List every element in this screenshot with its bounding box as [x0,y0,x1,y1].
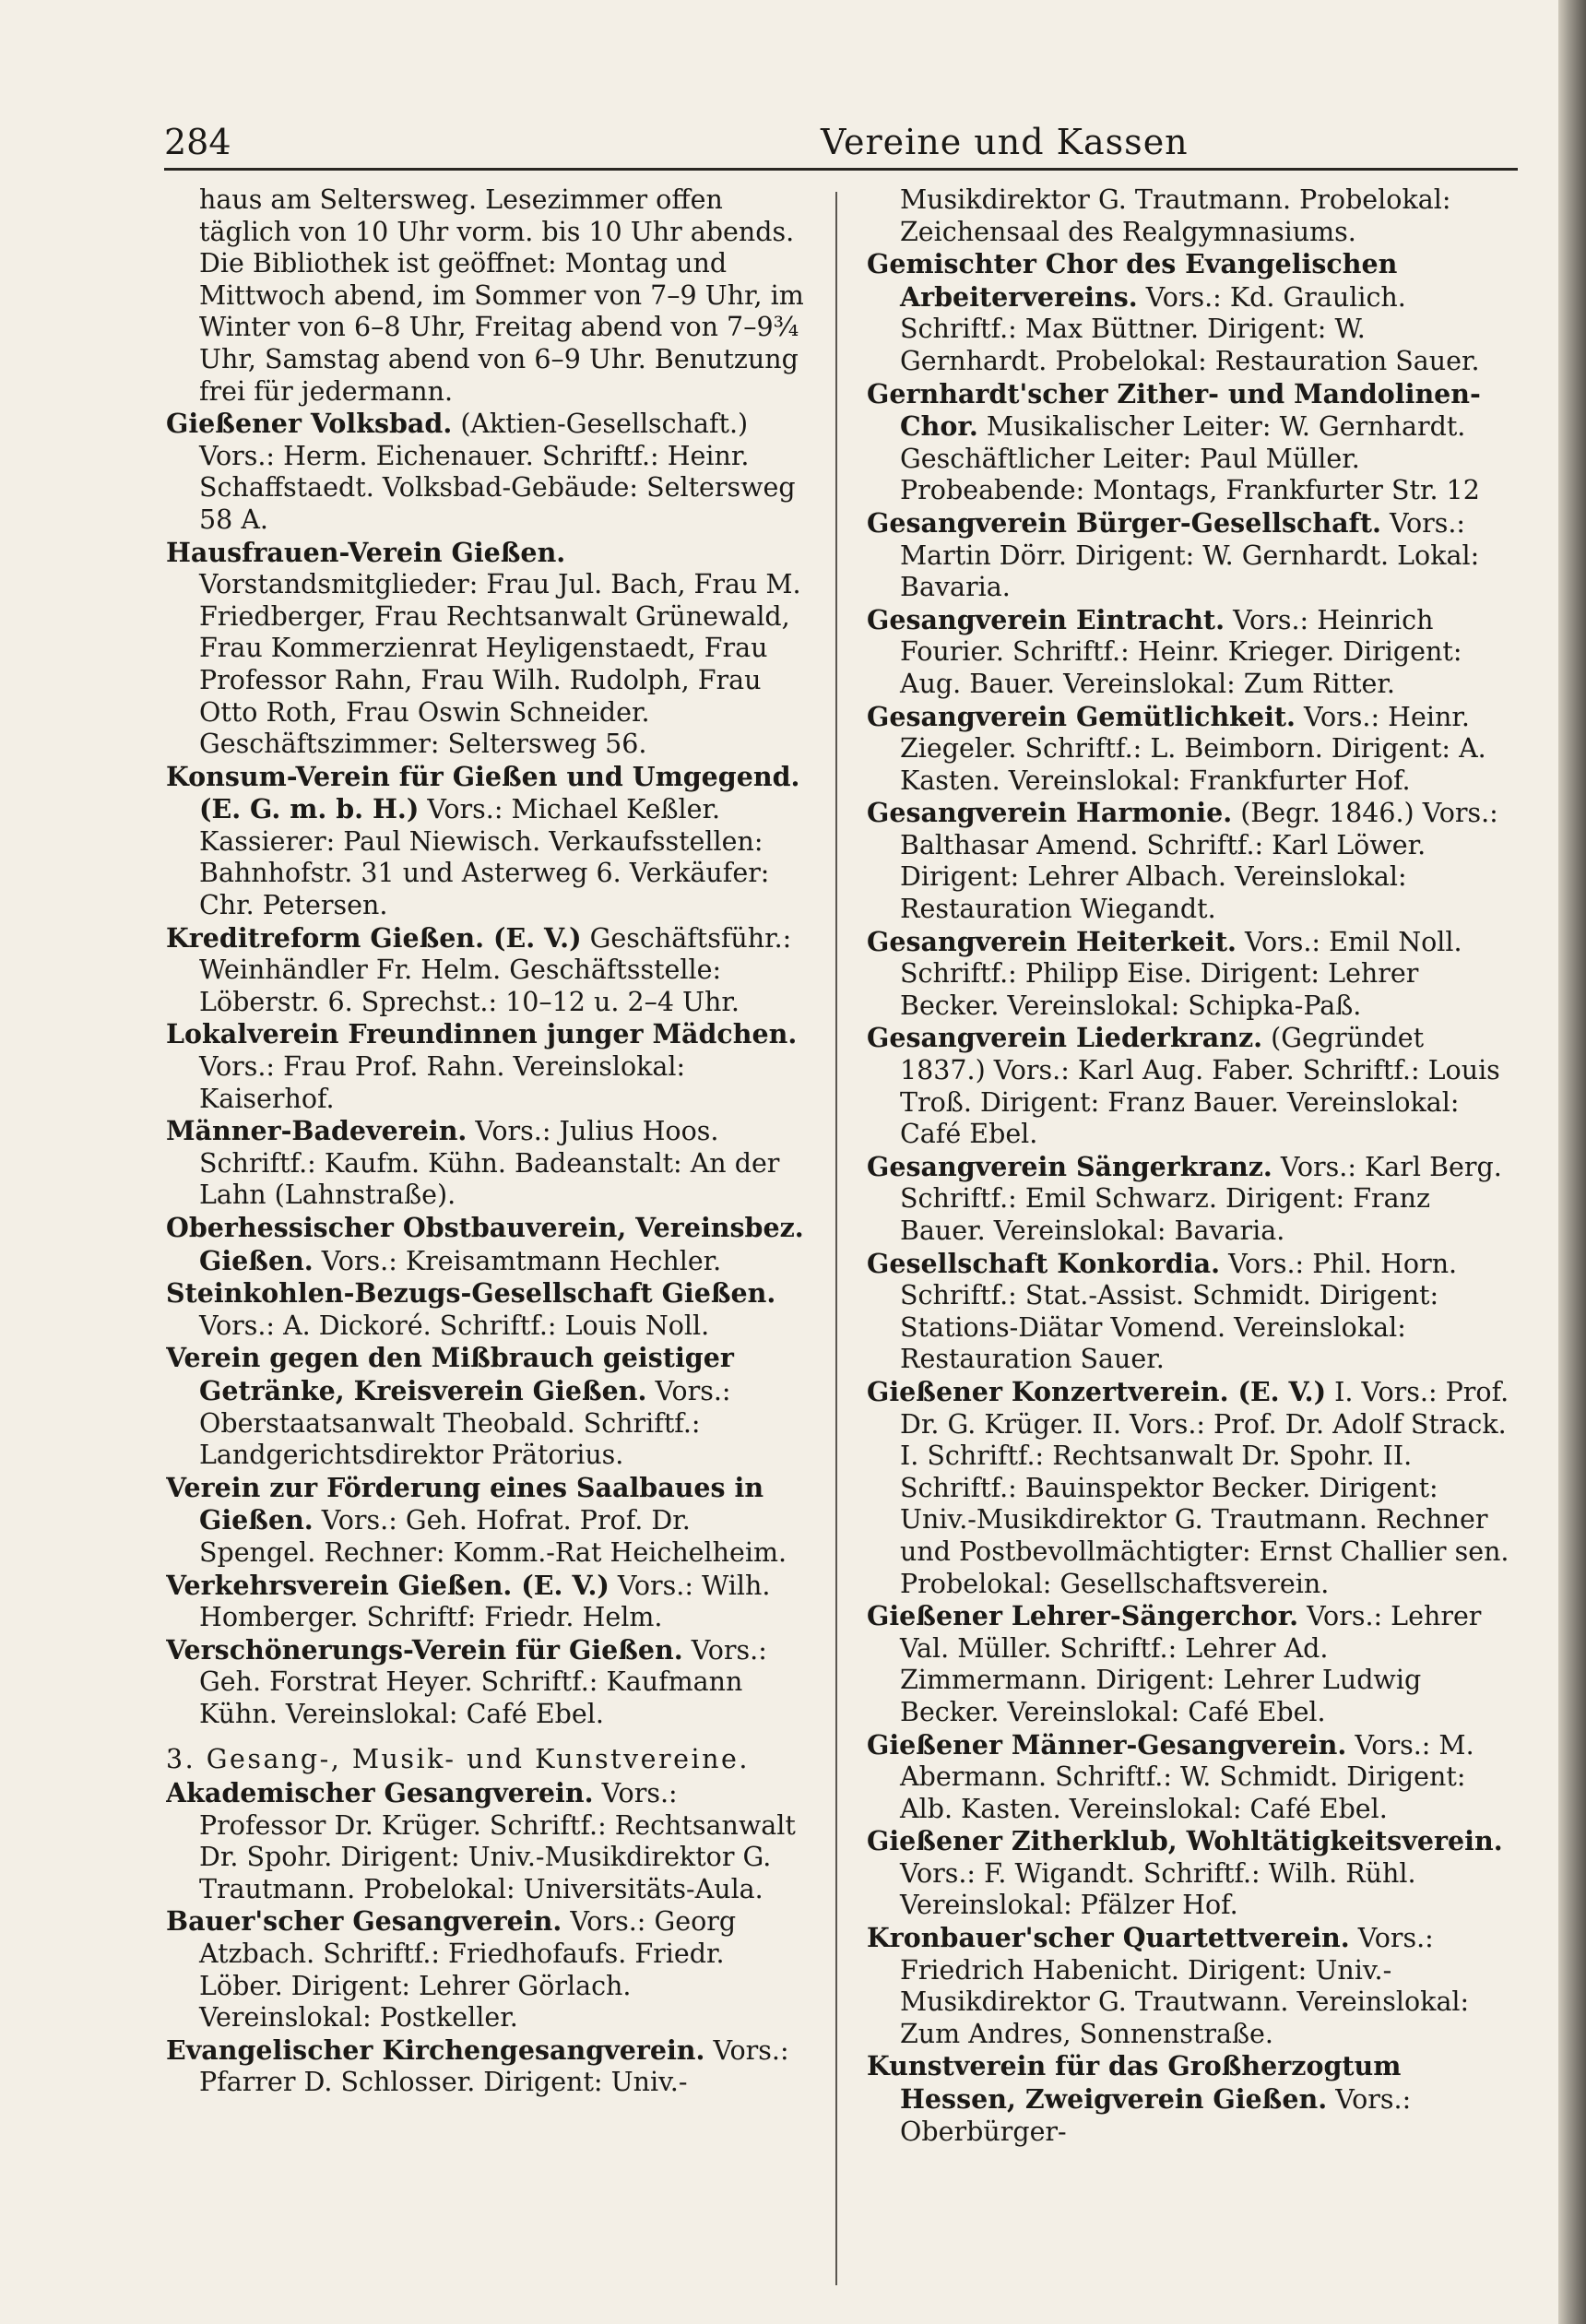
page-number: 284 [164,122,231,162]
entry-text: Vors.: F. Wigandt. Schriftf.: Wilh. Rühl. Vereinslokal: Pfälzer Hof. [900,1857,1416,1921]
entry-text: Vors.: Julius Hoos. Schriftf.: Kaufm. Kühn. Badeanstalt: An der Lahn (Lahnstraße). [199,1116,780,1211]
directory-entry [867,2050,1512,2148]
entry-text: Vors.: Heinrich Fourier. Schriftf.: Heinr. Krieger. Dirigent: Aug. Bauer. Vereinslokal: Zum Ritter. [900,604,1462,699]
directory-entry [166,1472,811,1570]
directory-entry [867,1022,1512,1150]
entry-text: Vors.: Georg Atzbach. Schriftf.: Friedhofaufs. Friedr. Löber. Dirigent: Lehrer Görlach. Vereinslokal: Postkeller. [199,1906,737,2034]
entry-text: Vors.: Geh. Forstrat Heyer. Schriftf.: Kaufmann Kühn. Vereinslokal: Café Ebel. [199,1634,767,1729]
directory-entry [867,378,1512,507]
directory-entry [166,1277,811,1342]
entry-name: Verschönerungs-Verein für Gießen. [166,1633,683,1666]
directory-entry [166,408,811,536]
directory-entry [166,1342,811,1471]
entry-name: Gesangverein Harmonie. [867,797,1233,829]
directory-entry [867,1729,1512,1826]
entry-name: Evangelischer Kirchengesangverein. [166,2034,705,2066]
directory-entry [867,701,1512,798]
entry-name: Gernhardt'scher Zither- und Mandolinen-Chor. [867,377,1481,443]
entry-name: Konsum-Verein für Gießen und Umgegend. (E. G. m. b. H.) [166,760,800,825]
entry-name: Gesangverein Eintracht. [867,603,1225,635]
entry-text: Vors.: Heinr. Ziegeler. Schriftf.: L. Beimborn. Dirigent: A. Kasten. Vereinslokal: Frankfurter Hof. [900,701,1486,796]
entry-text: Vors.: Emil Noll. Schriftf.: Philipp Eise. Dirigent: Lehrer Becker. Vereinslokal: Schipka-Paß. [900,926,1462,1021]
entry-text: Vors.: Wilh. Homberger. Schriftf: Friedr. Helm. [199,1570,771,1633]
entry-name: Steinkohlen-Bezugs-Gesellschaft Gießen. [166,1277,776,1310]
entry-text: Musikalischer Leiter: W. Gernhardt. Geschäftlicher Leiter: Paul Müller. Probeabende: Montags, Frankfurter Str. 12 [900,411,1480,506]
directory-entry [867,926,1512,1023]
entry-text: Geschäftsführ.: Weinhändler Fr. Helm. Geschäftsstelle: Löberstr. 6. Sprechst.: 10–12 u. 2–4 Uhr. [199,922,792,1017]
column-divider [835,192,837,2285]
entry-name: Verein gegen den Mißbrauch geistiger Getränke, Kreisverein Gießen. [166,1342,734,1406]
directory-entry [867,507,1512,604]
entry-text: Vors.: Oberstaatsanwalt Theobald. Schriftf.: Landgerichtsdirektor Prätorius. [199,1375,731,1471]
directory-entry [867,1248,1512,1376]
entry-text: Vors.: Frau Prof. Rahn. Vereinslokal: Kaiserhof. [199,1051,686,1114]
left-column [166,184,811,2296]
directory-entry [166,1905,811,2034]
entry-text: Vors.: Michael Keßler. Kassierer: Paul Niewisch. Verkaufsstellen: Bahnhofstr. 31 und Asterweg 6. Verkäufer: Chr. Petersen. [199,794,770,921]
running-title: Vereine und Kassen [821,122,1189,162]
entry-name: Verein zur Förderung eines Saalbaues in Gießen. [166,1471,764,1536]
entry-name: Hausfrauen-Verein Gießen. [166,536,566,568]
directory-entry [867,1376,1512,1600]
directory-entry [867,1825,1512,1922]
entry-text: Vors.: A. Dickoré. Schriftf.: Louis Noll. [199,1310,710,1341]
entry-name: Kunstverein für das Großherzogtum Hessen, Zweigverein Gießen. [867,2050,1402,2116]
entry-text: Vorstandsmitglieder: Frau Jul. Bach, Frau M. Friedberger, Frau Rechtsanwalt Grünewald, Frau Kommerzienrat Heyligenstaedt, Frau Professor Rahn, Frau Wilh. Rudolph, Frau Otto Roth, Frau Oswin Schneider. Geschäftszimmer: Seltersweg 56. [199,569,801,760]
left-entries [166,408,811,1730]
directory-entry [166,1115,811,1212]
directory-entry [166,922,811,1019]
entry-text: Vors.: Martin Dörr. Dirigent: W. Gernhardt. Lokal: Bavaria. [900,507,1480,603]
entry-text: Vors.: Oberbürger- [900,2084,1412,2147]
right-column [867,184,1512,2296]
entry-text: Vors.: Pfarrer D. Schlosser. Dirigent: Univ.- [199,2034,789,2098]
directory-entry [166,1570,811,1634]
directory-entry [867,248,1512,377]
continued-text: haus am Seltersweg. Lesezimmer offen täglich von 10 Uhr vorm. bis 10 Uhr abends. Die Bibliothek ist geöffnet: Montag und Mittwoch abend, im Sommer von 7–9 Uhr, im Winter von 6–8 Uhr, Freitag abend von 7–9¾ Uhr, Samstag abend von 6–9 Uhr. Benutzung frei für jedermann. [199,184,804,407]
directory-entry [867,604,1512,701]
entry-text: Vors.: Phil. Horn. Schriftf.: Stat.-Assist. Schmidt. Dirigent: Stations-Diätar Vomend. Vereinslokal: Restauration Sauer. [900,1248,1458,1375]
entry-text: Vors.: Professor Dr. Krüger. Schriftf.: Rechtsanwalt Dr. Spohr. Dirigent: Univ.-Musikdirektor G. Trautmann. Probelokal: Universitäts-Aula. [199,1778,796,1904]
entry-text: Vors.: Kreisamtmann Hechler. [321,1245,722,1276]
right-entries [867,248,1512,2148]
directory-entry [166,2034,811,2099]
entry-text: (Begr. 1846.) Vors.: Balthasar Amend. Schriftf.: Karl Löwer. Dirigent: Lehrer Albach. Vereinslokal: Restauration Wiegandt. [900,798,1498,925]
entry-name: Gesangverein Gemütlichkeit. [867,700,1296,732]
entry-name: Kreditreform Gießen. (E. V.) [166,921,582,954]
directory-entry [166,1212,811,1277]
entry-text: (Gegründet 1837.) Vors.: Karl Aug. Faber. Schriftf.: Louis Troß. Dirigent: Franz Bauer. Vereinslokal: Café Ebel. [900,1023,1500,1150]
entry-name: Gießener Volksbad. [166,408,453,440]
directory-entry [166,1018,811,1115]
directory-entry [166,761,811,922]
entry-name: Gießener Lehrer-Sängerchor. [867,1600,1299,1632]
entry-text: Vors.: Kd. Graulich. Schriftf.: Max Büttner. Dirigent: W. Gernhardt. Probelokal: Restauration Sauer. [900,281,1480,376]
entry-text: Vors.: Friedrich Habenicht. Dirigent: Univ.-Musikdirektor G. Trautwann. Vereinslokal: Zum Andres, Sonnenstraße. [900,1923,1470,2049]
directory-entry [166,1777,811,1905]
entry-text: Vors.: Lehrer Val. Müller. Schriftf.: Lehrer Ad. Zimmermann. Dirigent: Lehrer Ludwig Becker. Vereinslokal: Café Ebel. [900,1601,1482,1727]
entry-name: Kronbauer'scher Quartettverein. [867,1922,1350,1954]
section-entries [166,1777,811,2099]
entry-name: Gesangverein Sängerkranz. [867,1150,1272,1182]
entry-name: Gesangverein Liederkranz. [867,1022,1263,1054]
entry-text: Vors.: Geh. Hofrat. Prof. Dr. Spengel. Rechner: Komm.-Rat Heichelheim. [199,1505,787,1568]
section-heading: 3. Gesang-, Musik- und Kunstvereine. [166,1743,750,1774]
page-edge [1558,0,1586,2324]
directory-entry [867,797,1512,925]
entry-name: Bauer'scher Gesangverein. [166,1905,562,1938]
directory-entry [166,1634,811,1731]
entry-name: Oberhessischer Obstbauverein, Vereinsbez. Gießen. [166,1212,804,1276]
continued-text: Musikdirektor G. Trautmann. Probelokal: Zeichensaal des Realgymnasiums. [900,184,1451,247]
entry-name: Gemischter Chor des Evangelischen Arbeitervereins. [867,248,1398,313]
entry-text: I. Vors.: Prof. Dr. G. Krüger. II. Vors.: Prof. Dr. Adolf Strack. I. Schriftf.: Rechtsanwalt Dr. Spohr. II. Schriftf.: Bauinspektor Becker. Dirigent: Univ.-Musikdirektor G. Trautmann. Rechner und Postbevollmächtigter: Ernst Challier sen. Probelokal: Gesellschaftsverein. [900,1376,1509,1599]
entry-name: Lokalverein Freundinnen junger Mädchen. [166,1018,798,1050]
entry-text: Vors.: Karl Berg. Schriftf.: Emil Schwarz. Dirigent: Franz Bauer. Vereinslokal: Bavaria. [900,1151,1502,1246]
entry-text: Vors.: M. Abermann. Schriftf.: W. Schmidt. Dirigent: Alb. Kasten. Vereinslokal: Café Ebel. [900,1729,1474,1824]
entry-name: Gießener Zitherklub, Wohltätigkeitsverein. [867,1825,1503,1857]
directory-entry [867,1600,1512,1728]
entry-name: Gießener Männer-Gesangverein. [867,1728,1347,1761]
entry-name: Männer-Badeverein. [166,1115,468,1147]
entry-name: Gesellschaft Konkordia. [867,1247,1221,1279]
entry-name: Gesangverein Heiterkeit. [867,925,1237,957]
entry-name: Gesangverein Bürger-Gesellschaft. [867,506,1381,539]
header-rule [164,168,1518,171]
entry-name: Verkehrsverein Gießen. (E. V.) [166,1569,610,1601]
entry-text: (Aktien-Gesellschaft.) Vors.: Herm. Eichenauer. Schriftf.: Heinr. Schaffstaedt. Volksbad-Gebäude: Seltersweg 58 A. [199,409,796,535]
directory-entry [867,1922,1512,2050]
directory-entry [166,537,811,761]
directory-entry [867,1151,1512,1248]
entry-name: Akademischer Gesangverein. [166,1777,594,1809]
entry-name: Gießener Konzertverein. (E. V.) [867,1375,1327,1407]
